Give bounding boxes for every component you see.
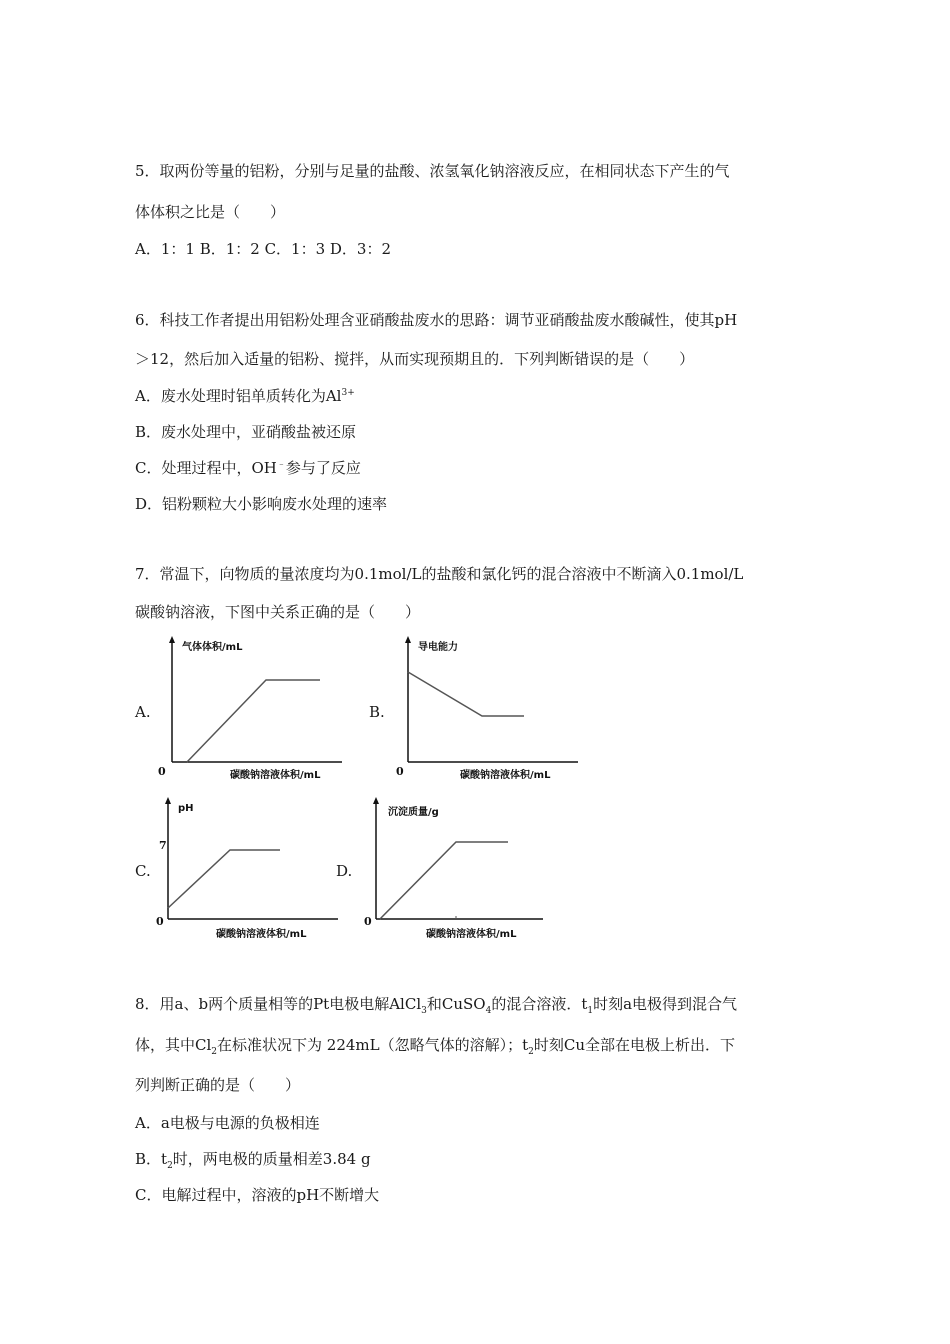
q7-stem-line2: 碳酸钠溶液，下图中关系正确的是（ ） xyxy=(135,603,421,621)
q5-options: A．1：1 B．1：2 C．1：3 D．3：2 xyxy=(135,240,392,258)
q8-option-b xyxy=(135,1148,371,1171)
y-tick-label: 7 xyxy=(159,839,167,852)
q5-stem-line2: 体体积之比是（ ） xyxy=(135,203,286,221)
q5-stem-line1: 5．取两份等量的铝粉，分别与足量的盐酸、浓氢氧化钠溶液反应，在相同状态下产生的气 xyxy=(135,162,730,180)
y-axis-label: 沉淀质量/g xyxy=(388,807,439,818)
x-axis-label: 碳酸钠溶液体积/mL xyxy=(426,929,517,940)
q8-l1-s3: 1 xyxy=(587,1006,594,1016)
q6-option-c-pre: C．处理过程中，OH xyxy=(135,459,277,477)
q7-graph-c xyxy=(150,793,345,943)
q6-option-d: D．铝粉颗粒大小影响废水处理的速率 xyxy=(135,495,388,513)
q7-graph-d xyxy=(358,793,548,943)
q8-l2-a: 体，其中Cl xyxy=(135,1036,212,1054)
x-axis-label: 碳酸钠溶液体积/mL xyxy=(460,770,551,781)
q8-option-b-a: B．t xyxy=(135,1150,168,1168)
q8-l2-s2: 2 xyxy=(528,1047,534,1057)
q8-l1-s1: 3 xyxy=(421,1006,427,1016)
y-axis-arrow xyxy=(373,797,379,804)
q7-graph-c-svg xyxy=(150,793,345,943)
q8-l1-s2: 4 xyxy=(485,1006,492,1016)
q8-l1-a: 8．用a、b两个质量相等的Pt电极电解AlCl xyxy=(135,995,422,1013)
q8-option-b-b: 时，两电极的质量相差3.84 g xyxy=(172,1150,371,1168)
q8-stem-line2 xyxy=(135,1034,735,1057)
q6-option-b: B．废水处理中，亚硝酸盐被还原 xyxy=(135,423,357,441)
x-axis-label: 碳酸钠溶液体积/mL xyxy=(230,770,321,781)
q6-option-c-post: 参与了反应 xyxy=(285,459,361,477)
q7-graph-a xyxy=(150,632,350,784)
q7-graph-b-svg xyxy=(390,632,585,784)
q6-option-c-charge: ﹣ xyxy=(276,460,286,470)
x-axis-label: 碳酸钠溶液体积/mL xyxy=(216,929,307,940)
q8-l1-b: 和CuSO xyxy=(426,995,486,1013)
y-axis-label: 导电能力 xyxy=(418,642,458,653)
q7-label-c: C. xyxy=(135,862,151,880)
q8-l2-b: 在标准状况下为 224mL（忽略气体的溶解）；t xyxy=(217,1036,529,1054)
q7-label-a: A. xyxy=(135,703,151,721)
q8-l2-c: 时刻Cu全部在电极上析出．下 xyxy=(533,1036,736,1054)
q8-l1-d: 时刻a电极得到混合气 xyxy=(593,995,738,1013)
q7-graph-b xyxy=(390,632,585,784)
curve xyxy=(187,680,320,762)
q8-stem-line3: 列判断正确的是（ ） xyxy=(135,1076,301,1094)
y-axis-arrow xyxy=(165,797,171,804)
q7-label-b: B. xyxy=(369,703,385,721)
curve xyxy=(168,850,280,908)
q8-l1-c: 的混合溶液．t xyxy=(491,995,588,1013)
y-axis-arrow xyxy=(169,636,175,643)
q6-option-a-text: A．废水处理时铝单质转化为Al xyxy=(135,387,342,405)
q7-label-d: D. xyxy=(336,862,353,880)
origin-label: 0 xyxy=(158,765,166,778)
q8-option-b-sub: 2 xyxy=(167,1161,173,1171)
q7-graph-d-svg xyxy=(358,793,548,943)
origin-label: 0 xyxy=(364,915,372,928)
q7-stem-line1: 7．常温下，向物质的量浓度均为0.1mol/L的盐酸和氯化钙的混合溶液中不断滴入0.1mol/L xyxy=(135,565,744,583)
q6-option-a xyxy=(135,385,355,406)
q8-option-a: A．a电极与电源的负极相连 xyxy=(135,1114,320,1132)
q6-stem-line1: 6．科技工作者提出用铝粉处理含亚硝酸盐废水的思路：调节亚硝酸盐废水酸碱性，使其pH xyxy=(135,311,738,329)
q8-stem-line1 xyxy=(135,993,737,1016)
y-axis-arrow xyxy=(405,636,411,643)
curve xyxy=(408,672,524,716)
curve xyxy=(380,842,508,919)
origin-label: 0 xyxy=(396,765,404,778)
y-axis-label: pH xyxy=(178,803,194,814)
q6-option-c xyxy=(135,457,361,478)
q8-l2-s1: 2 xyxy=(211,1047,218,1057)
origin-label: 0 xyxy=(156,915,164,928)
q6-option-a-charge: 3+ xyxy=(341,388,355,398)
q6-stem-line2: ＞12，然后加入适量的铝粉、搅拌，从而实现预期且的．下列判断错误的是（ ） xyxy=(135,350,695,368)
q8-option-c: C．电解过程中，溶液的pH不断增大 xyxy=(135,1186,380,1204)
y-axis-label: 气体体积/mL xyxy=(182,642,243,653)
q7-graph-a-svg xyxy=(150,632,350,784)
